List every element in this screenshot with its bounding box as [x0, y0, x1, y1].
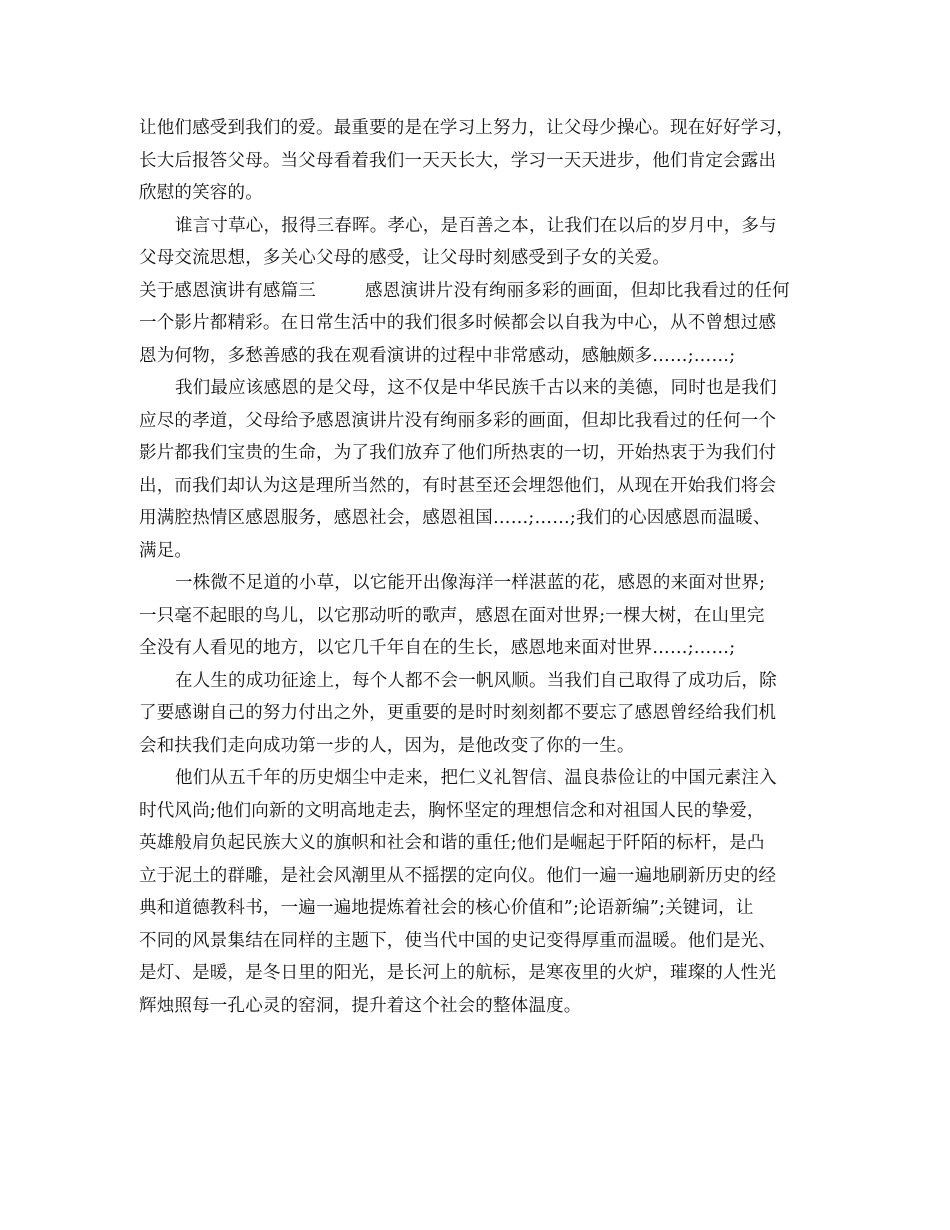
section-intro-text: 感恩演讲片没有绚丽多彩的画面，但却比我看过的任何	[365, 280, 790, 301]
text-line: 全没有人看见的地方，以它几千年自在的生长，感恩地来面对世界……;……;	[139, 638, 736, 658]
text-line: 一个影片都精彩。在日常生活中的我们很多时候都会以自我为中心，从不曾想过感	[139, 313, 777, 333]
text-line: 满足。	[139, 540, 193, 561]
text-line: 一只毫不起眼的鸟儿，以它那动听的歌声，感恩在面对世界;一棵大树，在山里完	[139, 605, 765, 626]
paragraph-start-line: 一株微不足道的小草，以它能开出像海洋一样湛蓝的花，感恩的来面对世界;	[175, 573, 766, 593]
text-line: 时代风尚;他们向新的文明高地走去，胸怀坚定的理想信念和对祖国人民的挚爱，	[139, 800, 765, 821]
paragraph-start-line: 他们从五千年的历史烟尘中走来，把仁义礼智信、温良恭俭让的中国元素注入	[175, 768, 777, 788]
text-line: 不同的风景集结在同样的主题下，使当代中国的史记变得厚重而温暖。他们是光、	[139, 930, 777, 951]
text-line: 立于泥土的群雕，是社会风潮里从不摇摆的定向仪。他们一遍一遍地刷新历史的经	[139, 865, 777, 886]
text-line: 会和扶我们走向成功第一步的人，因为，是他改变了你的一生。	[139, 735, 635, 756]
section-heading-line	[139, 275, 829, 308]
section-title: 关于感恩演讲有感篇三	[139, 280, 316, 301]
text-line: 让他们感受到我们的爱。最重要的是在学习上努力，让父母少操心。现在好好学习，	[139, 118, 794, 138]
text-line: 用满腔热情区感恩服务，感恩社会，感恩祖国……;……;我们的心因感恩而温暖、	[139, 508, 771, 528]
text-line: 父母交流思想，多关心父母的感受，让父母时刻感受到子女的关爱。	[139, 248, 670, 268]
paragraph-start-line: 我们最应该感恩的是父母，这不仅是中华民族千古以来的美德，同时也是我们	[175, 378, 777, 398]
text-line: 辉烛照每一孔心灵的窑洞，提升着这个社会的整体温度。	[139, 995, 582, 1016]
text-line: 出，而我们却认为这是理所当然的，有时甚至还会埋怨他们，从现在开始我们将会	[139, 475, 777, 496]
text-line: 恩为何物，多愁善感的我在观看演讲的过程中非常感动，感触颇多……;……;	[139, 345, 736, 366]
text-line: 应尽的孝道，父母给予感恩演讲片没有绚丽多彩的画面，但却比我看过的任何一个	[139, 410, 777, 431]
paragraph-start-line: 谁言寸草心，报得三春晖。孝心，是百善之本，让我们在以后的岁月中，多与	[175, 215, 777, 236]
text-line: 英雄般肩负起民族大义的旗帜和社会和谐的重任;他们是崛起于阡陌的标杆，是凸	[139, 833, 765, 853]
text-line: 长大后报答父母。当父母看着我们一天天长大，学习一天天进步，他们肯定会露出	[139, 150, 777, 171]
document-body	[139, 112, 829, 1022]
text-line: 欣慰的笑容的。	[139, 183, 263, 203]
paragraph-start-line: 在人生的成功征途上，每个人都不会一帆风顺。当我们自己取得了成功后，除	[175, 670, 777, 691]
text-line: 是灯、是暖，是冬日里的阳光，是长河上的航标，是寒夜里的火炉，璀璨的人性光	[139, 963, 777, 983]
text-line: 了要感谢自己的努力付出之外，更重要的是时时刻刻都不要忘了感恩曾经给我们机	[139, 703, 777, 723]
text-line: 影片都我们宝贵的生命，为了我们放弃了他们所热衷的一切，开始热衷于为我们付	[139, 443, 777, 463]
text-line: 典和道德教科书，一遍一遍地提炼着社会的核心价值和”;论语新编”;关键词，让	[139, 898, 754, 918]
